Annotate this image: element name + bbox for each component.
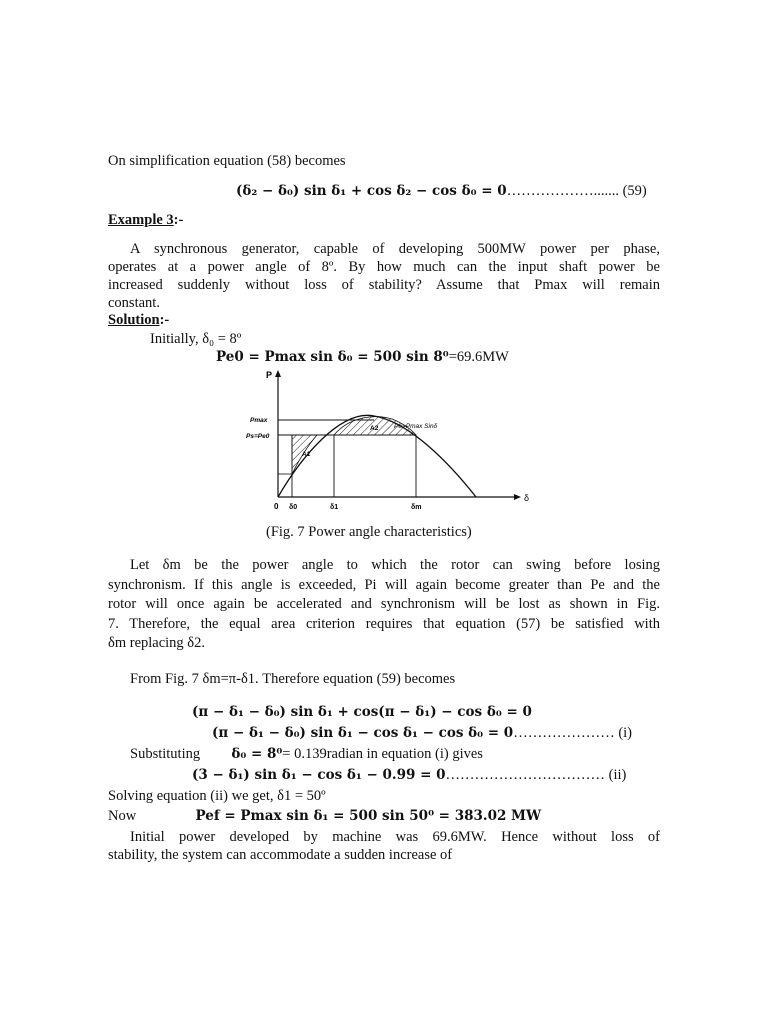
swing-line-1: Let δm be the power angle to which the rotor can swing before losing (130, 557, 660, 573)
solution-heading: Solution (108, 312, 160, 328)
pmax-label: Pmax (250, 417, 268, 424)
substituting-rest: = 0.139radian in equation (i) gives (282, 746, 483, 762)
equation-59-tag: (59) (622, 183, 647, 199)
a1-label: A1 (302, 451, 311, 458)
equation-ii-dots: …………………………… (445, 767, 606, 783)
initially-line: Initially, δ₀ = 8º (150, 331, 242, 347)
curve-label: Pe=Pmax Sinδ (394, 423, 438, 430)
swing-line-3: rotor will once again be accelerated and synchronism will be lost as shown in Fig. (108, 596, 660, 612)
equation-59-dots: ………………....... (506, 183, 619, 199)
substituting-math: δ₀ = 8⁰ (231, 746, 283, 762)
solving-line: Solving equation (ii) we get, δ1 = 50º (108, 788, 326, 804)
solution-heading-line (108, 311, 169, 329)
tick-deltam: δm (411, 504, 422, 511)
tick-delta0: δ0 (289, 504, 298, 511)
substituting-line (130, 745, 483, 763)
ps-label: Ps=Pe0 (246, 433, 270, 440)
figure-caption: (Fig. 7 Power angle characteristics) (266, 524, 472, 540)
equation-a (192, 703, 532, 721)
power-angle-figure (240, 364, 540, 514)
example-heading: Example 3 (108, 212, 174, 228)
tick-delta1: δ1 (330, 504, 339, 511)
origin-label: 0 (274, 502, 279, 511)
swing-line-4: 7. Therefore, the equal area criterion requires that equation (57) be satisfied with (108, 615, 660, 632)
final-line-1: Initial power developed by machine was 69.6MW. Hence without loss of (130, 829, 660, 845)
intro-line: On simplification equation (58) becomes (108, 153, 346, 169)
equation-i-dots: ………………… (513, 725, 615, 741)
problem-paragraph (108, 240, 660, 312)
now-math: Pef = Pmax sin δ₁ = 500 sin 50⁰ = 383.02 MW (195, 808, 542, 824)
equation-i-math: (π − δ₁ − δ₀) sin δ₁ − cos δ₁ − cos δ₀ = 0 (212, 725, 514, 741)
equation-ii-tag: (ii) (608, 767, 627, 783)
final-paragraph (108, 828, 660, 864)
problem-line-4: constant. (108, 295, 160, 311)
equation-i-tag: (i) (618, 725, 632, 741)
now-word: Now (108, 808, 137, 824)
now-line (108, 807, 541, 825)
problem-line-3: increased suddenly without loss of stability? Assume that Pmax will remain (108, 277, 660, 293)
equation-ii (192, 766, 626, 784)
y-axis-arrow (275, 370, 281, 377)
from-fig-line: From Fig. 7 δm=π-δ1. Therefore equation (59) becomes (130, 671, 456, 687)
x-axis-arrow (514, 494, 521, 500)
equation-59-math: (δ₂ − δ₀) sin δ₁ + cos δ₂ − cos δ₀ = 0 (236, 183, 507, 199)
example-heading-suffix: :- (173, 212, 184, 228)
axis-y-label: P (266, 370, 273, 380)
problem-line-2: operates at a power angle of 8º. By how much can the input shaft power be (108, 259, 660, 275)
solution-heading-suffix: :- (159, 312, 170, 328)
axis-x-label: δ (524, 493, 530, 503)
swing-line-5: δm replacing δ2. (108, 635, 206, 651)
problem-line-1: A synchronous generator, capable of developing 500MW power per phase, (130, 241, 660, 257)
equation-a-math: (π − δ₁ − δ₀) sin δ₁ + cos(π − δ₁) − cos δ₀ = 0 (192, 704, 532, 720)
equation-ii-math: (3 − δ₁) sin δ₁ − cos δ₁ − 0.99 = 0 (192, 767, 446, 783)
equation-59 (236, 182, 647, 200)
pe0-value: =69.6MW (448, 349, 509, 365)
pe0-math: Pe0 = Pmax sin δ₀ = 500 sin 8⁰ (216, 349, 449, 365)
final-line-2: stability, the system can accommodate a sudden increase of (108, 847, 453, 863)
substituting-word: Substituting (130, 746, 201, 762)
a2-label: A2 (370, 425, 379, 432)
swing-line-2: synchronism. If this angle is exceeded, Pi will again become greater than Pe and the (108, 576, 660, 593)
equation-i (212, 724, 632, 742)
swing-paragraph (108, 556, 660, 654)
example-heading-line (108, 211, 183, 229)
